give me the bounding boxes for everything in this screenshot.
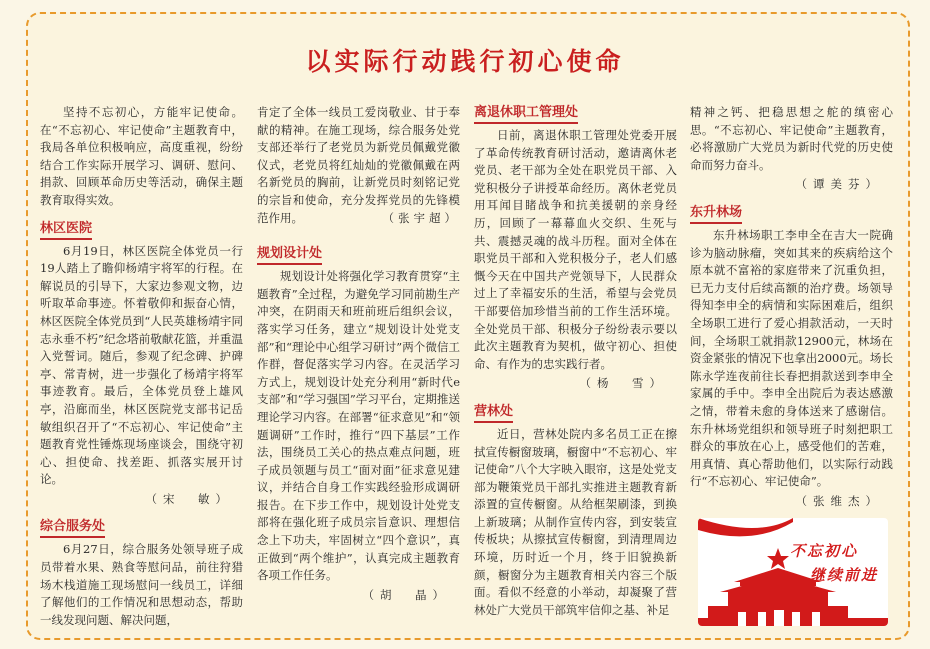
column-3 <box>474 104 677 619</box>
intro-paragraph: 坚持不忘初心，方能牢记使命。在“不忘初心、牢记使命”主题教育中，我局各单位积极响应，高度重视，纷纷结合工作实际开展学习、调研、慰问、捐款、回顾革命历史等活动，确保主题教育取得实效。 <box>40 105 243 207</box>
author-retirees: （杨 雪） <box>579 376 667 391</box>
section-body-retirees: 日前，离退休职工管理处党委开展了革命传统教育研讨活动，邀请离休老党员、老干部为全处在职党员干部、入党积极分子讲授革命经历。离休老党员用耳闻目睹战争和抗美援朝的亲身经历，回顾了一幕幕血火交织、生死与共、震撼灵魂的战斗历程。面对全体在职党员干部和入党积极分子，老人们感慨今天在中国共产党领导下，人民群众过上了幸福安乐的生活，希望与会党员干部要倍加珍惜当前的工作生活环境。全处党员干部、积极分子纷纷表示要以此次主题教育为契机，做守初心、担使命、有作为的忠实践行者。 （杨 雪） <box>474 127 677 393</box>
author-dongsheng: （张维杰） <box>795 493 883 508</box>
column-2 <box>257 104 460 604</box>
section-heading-forestry: 营林处 <box>474 403 513 423</box>
author-forestry: （谭美芬） <box>795 177 883 192</box>
star-icon <box>767 548 789 569</box>
slogan-line-1: 不忘初心 <box>790 542 859 560</box>
author-planning: （胡 晶） <box>362 587 450 602</box>
section-body-hospital: 6月19日，林区医院全体党员一行19人踏上了瞻仰杨靖宇将军的行程。在解说员的引导下，大家边参观文物，边听取革命事迹。怀着敬仰和振奋心情，林区医院全体党员到“人民英雄杨靖宇同志永垂不朽”纪念塔前敬献花篮，并重温入党誓词。随后，参观了纪念碑、护碑亭、常青树，进一步强化了杨靖宇将军事迹教育。最后，全体党员登上雄风亭，沿廊而坐，林区医院党支部书记岳敏组织召开了“不忘初心、牢记使命”主题教育党性锤炼现场座谈会，围绕守初心、担使命、找差距、抓落实展开讨论。 （宋 敏） <box>40 243 243 509</box>
section-heading-dongsheng: 东升林场 <box>690 204 742 224</box>
section-heading-service: 综合服务处 <box>40 518 105 538</box>
page-title: 以实际行动践行初心使命 <box>305 47 625 76</box>
author-hospital: （宋 敏） <box>145 491 233 506</box>
section-body-dongsheng: 东升林场职工李申全在吉大一院确诊为脑动脉瘤，突如其来的疾病给这个原本就不富裕的家庭带来了沉重负担，已无力支付后续高额的治疗费。场领导得知李申全的病情和实际困难后，组织全场职工进行了爱心捐款活动，一天时间，全场职工就捐款12900元，林场在资金紧张的情况下也拿出2000元。场长陈永学连夜前往长春把捐款送到李申全家属的手中。李申全出院后为表达感激之情，带着未愈的身体送来了感谢信。东升林场党组织和领导班子时刻把职工群众的事放在心上，感受他们的苦难，用真情、真心帮助他们，以实际行动践行“不忘初心、牢记使命”。 （张维杰） <box>690 227 893 511</box>
author-service: （张宇超） <box>382 210 460 225</box>
section-body-forestry: 近日，营林处院内多名员工正在擦拭宣传橱窗玻璃，橱窗中“不忘初心、牢记使命”八个大字映入眼帘，这是处党支部为鞭策党员干部扎实推进主题教育新添置的宣传橱窗。从给框架刷漆，到换上新玻璃；从制作宣传内容，到安装宣传板块；从擦拭宣传橱窗，到清理周边环境，历时近一个月，终于旧貌换新颜，橱窗分为主题教育相关内容三个版面。看似不经意的小举动，却凝聚了营林处广大党员干部筑牢信仰之基、补足 <box>474 426 677 617</box>
column-1 <box>40 104 243 629</box>
section-heading-hospital: 林区医院 <box>40 220 92 240</box>
section-heading-retirees: 离退休职工管理处 <box>474 104 578 124</box>
service-continued: 肯定了全体一线员工爱岗敬业、甘于奉献的精神。在施工现场，综合服务处党支部还举行了老党员为新党员佩戴党徽仪式，老党员将红灿灿的党徽佩戴在两名新党员的胸前，让新党员时刻铭记党的宗旨和使命，充分发挥党员的先锋模范作用。 （张宇超） <box>257 104 460 227</box>
forestry-continued: 精神之钙、把稳思想之舵的缜密心思。“不忘初心、牢记使命”主题教育，必将激励广大党员为新时代党的历史使命而努力奋斗。 <box>690 105 893 172</box>
column-4 <box>690 104 893 510</box>
slogan-line-2: 继续前进 <box>810 566 879 584</box>
slogan-banner <box>698 518 888 626</box>
section-body-planning: 规划设计处将强化学习教育贯穿“主题教育”全过程，为避免学习同前勘生产冲突，在阴雨天和班前班后组织会议，落实学习任务，建立“规划设计处党支部”和“理论中心组学习研讨”两个微信工作群，督促落实学习内容。在灵活学习方式上，规划设计处充分利用“新时代e支部”和“学习强国”学习平台，定期推送理论学习内容。在部署“征求意见”和“领题调研”工作时，推行“四下基层”工作法，围绕员工关心的热点难点问题，班子成员领题与员工“面对面”征求意见建议，并结合自身工作实践经验形成调研报告。在下步工作中，规划设计处党支部将在强化班子成员宗旨意识、理想信念上下功夫，牢固树立“四个意识”，真正做到“两个维护”，认真完成主题教育各项工作任务。 （胡 晶） <box>257 268 460 604</box>
flag-ribbon <box>698 518 793 536</box>
section-body-service: 6月27日，综合服务处领导班子成员带着水果、熟食等慰问品，前往狩猎场木栈道施工现场慰问一线员工，详细了解他们的工作情况和思想动态，帮助一线发现问题、解决问题， <box>40 542 243 627</box>
section-heading-planning: 规划设计处 <box>257 245 322 265</box>
